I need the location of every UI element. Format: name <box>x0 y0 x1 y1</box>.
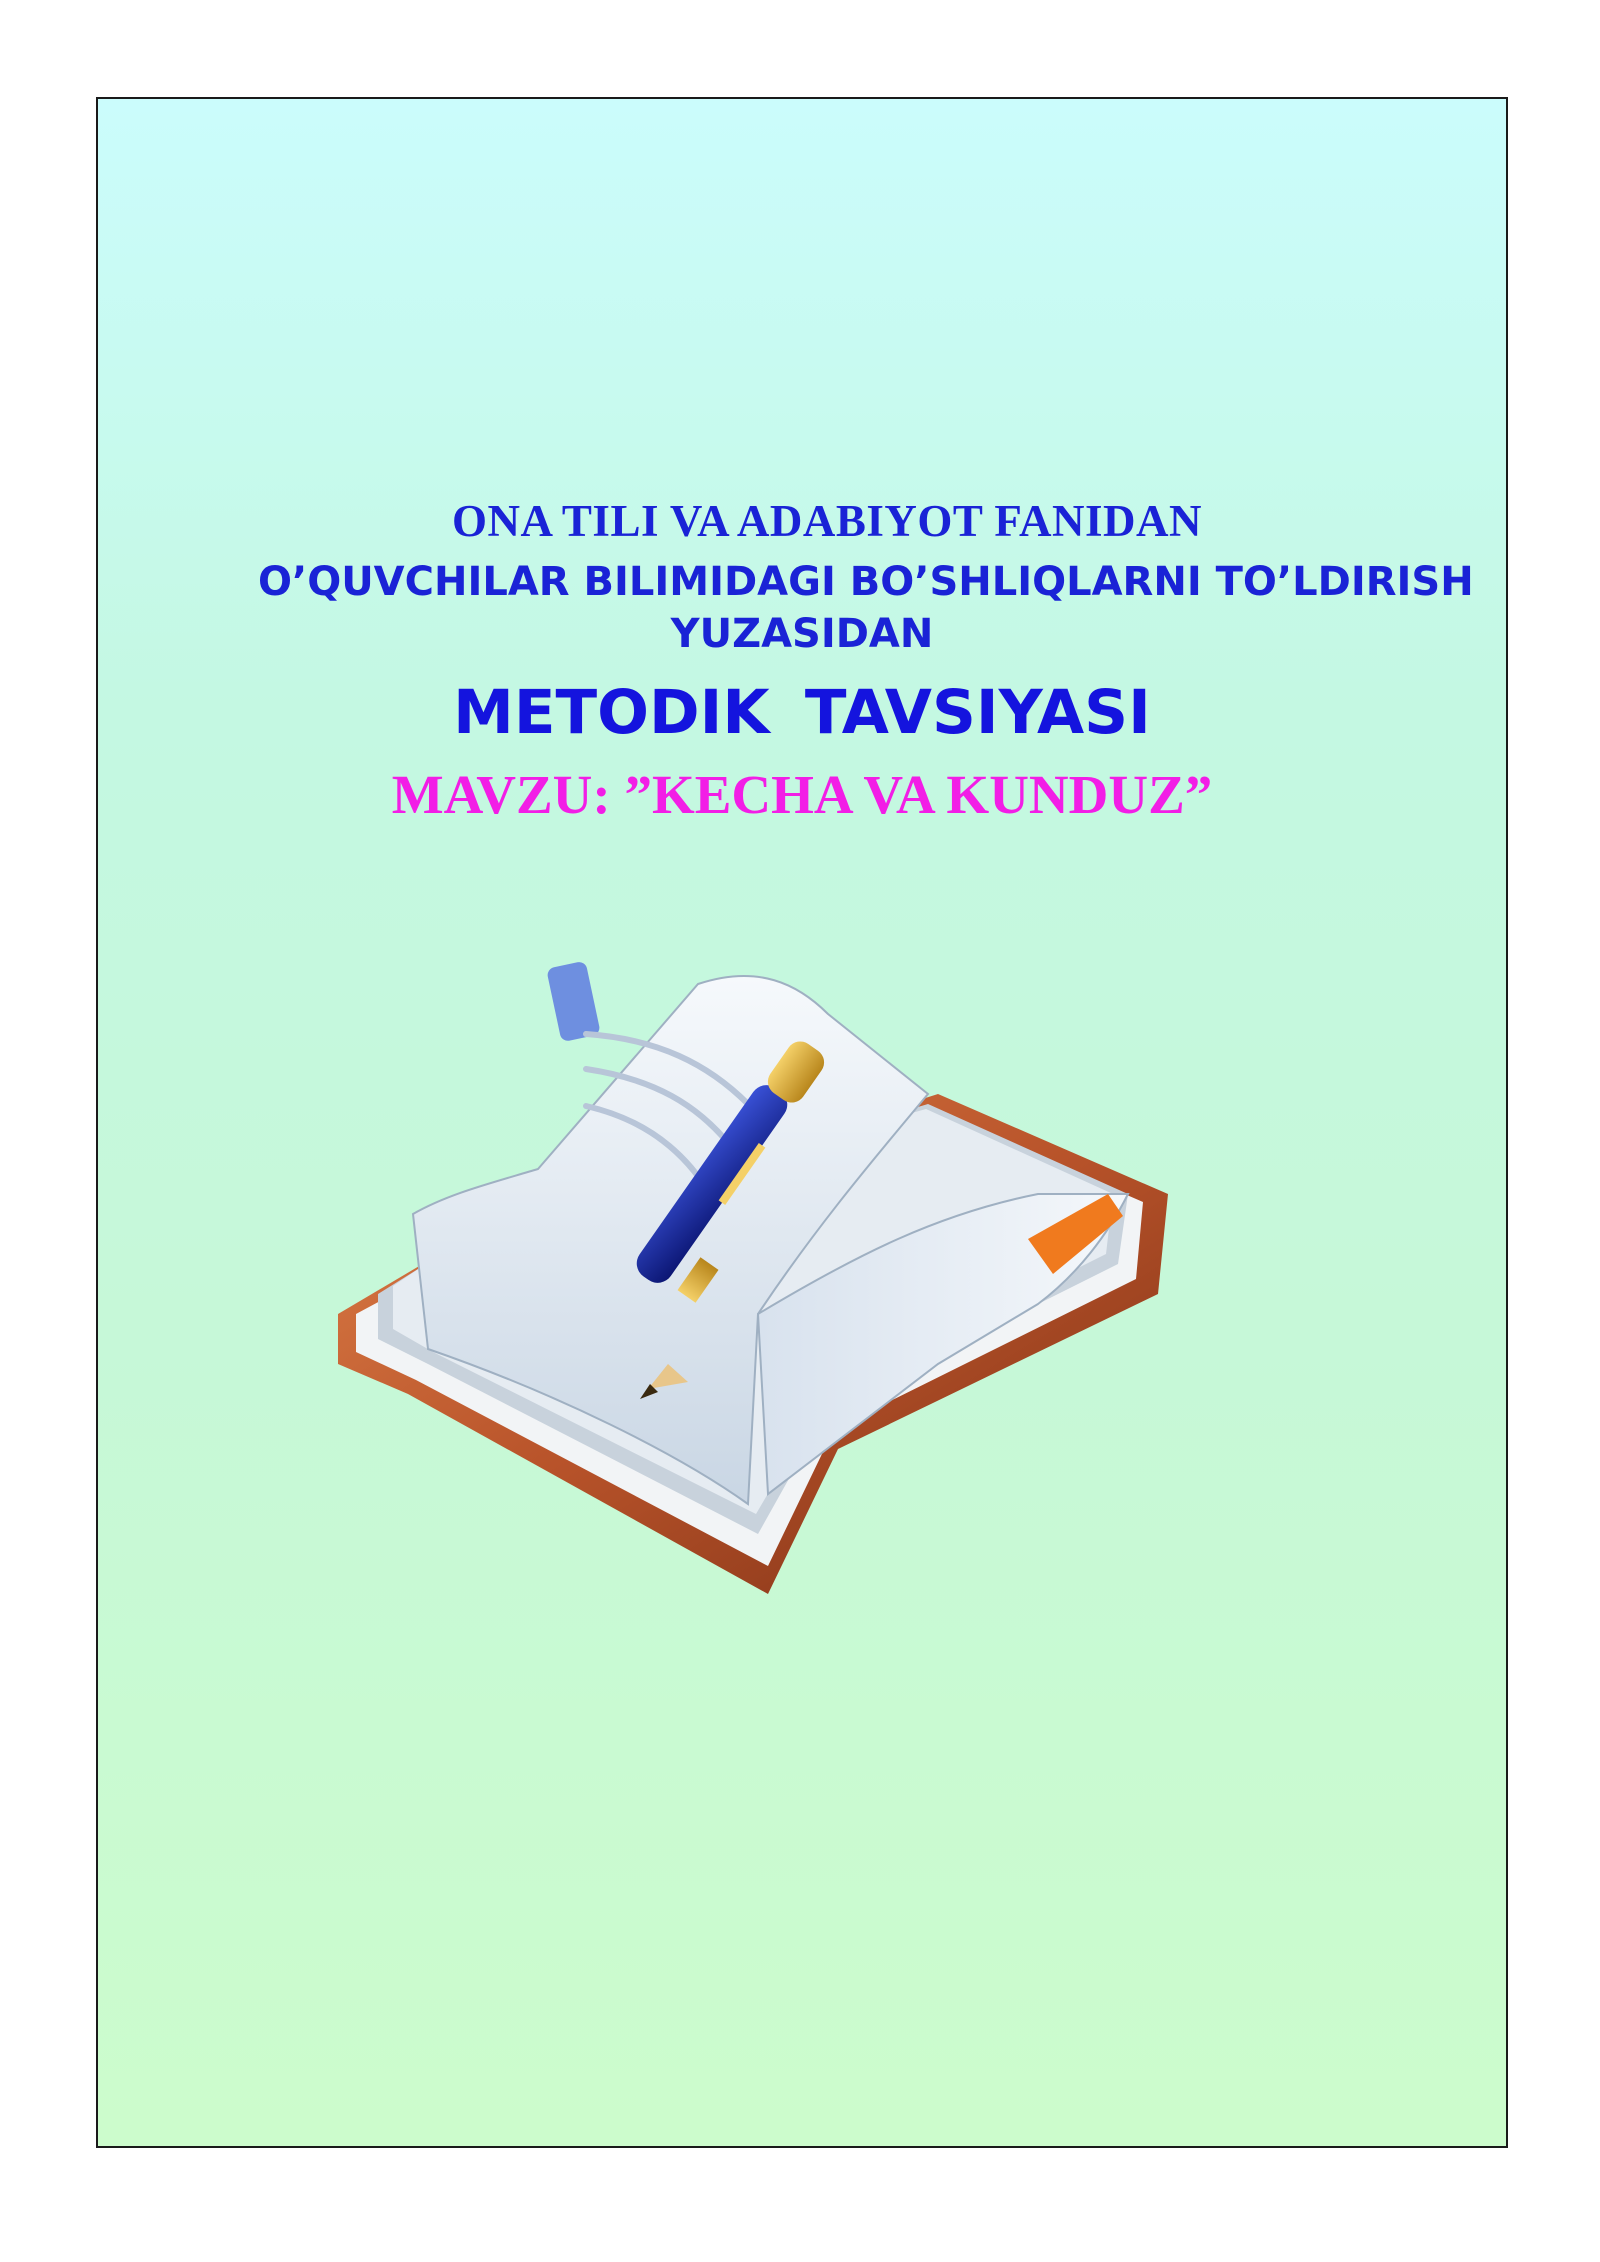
blue-bookmark <box>546 961 601 1043</box>
purpose-line-1: O’QUVCHILAR BILIMIDAGI BO’SHLIQLARNI TO’LDIRISH <box>258 559 1474 605</box>
purpose-line-2: YUZASIDAN <box>670 611 934 657</box>
document-type-title: METODIK TAVSIYASI <box>453 677 1151 748</box>
open-book-with-pen-icon <box>338 894 1218 1614</box>
title-block <box>98 496 1506 825</box>
subject-line: ONA TILI VA ADABIYOT FANIDAN <box>451 496 1203 546</box>
cover-page <box>96 97 1508 2148</box>
topic-line: MAVZU: ”KECHA VA KUNDUZ” <box>391 764 1213 825</box>
